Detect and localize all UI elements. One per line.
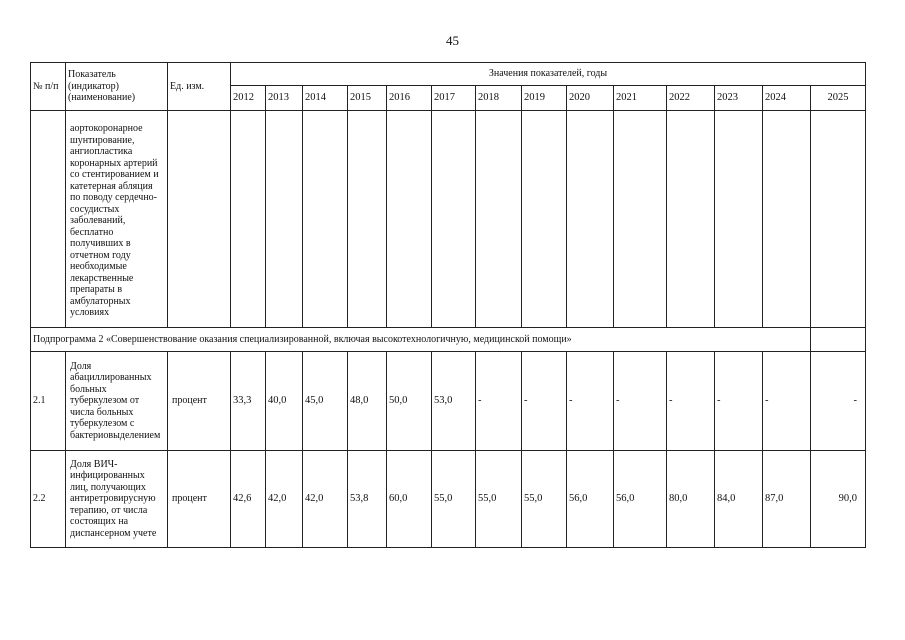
subprogram-row	[31, 328, 866, 352]
value-cell: -	[522, 352, 567, 451]
value-cell	[387, 111, 432, 328]
continuation-row	[31, 111, 866, 328]
year-cell: 2023	[715, 86, 763, 111]
row-indicator: аортокоронарное шунтирование, ангиопластика коронарных артерий со стентированием и катетерная абляция по поводу сердечно-сосудистых заболеваний, бесплатно получивших в отчетном году необходимые лекарственные препараты в амбулаторных условиях	[66, 111, 168, 328]
value-cell	[231, 111, 266, 328]
year-cell: 2024	[763, 86, 811, 111]
value-cell: 55,0	[432, 451, 476, 548]
value-cell	[567, 111, 614, 328]
row-unit: процент	[168, 352, 231, 451]
year-cell: 2018	[476, 86, 522, 111]
value-cell: 40,0	[266, 352, 303, 451]
value-cell: -	[614, 352, 667, 451]
value-cell	[476, 111, 522, 328]
table-row	[31, 352, 866, 451]
value-cell: -	[715, 352, 763, 451]
value-cell: 33,3	[231, 352, 266, 451]
year-cell: 2013	[266, 86, 303, 111]
row-indicator: Доля ВИЧ-инфицированных лиц, получающих антиретровирусную терапию, от числа состоящих на диспансерном учете	[66, 451, 168, 548]
value-cell	[522, 111, 567, 328]
value-cell: 42,0	[303, 451, 348, 548]
value-cell	[303, 111, 348, 328]
value-cell: 90,0	[811, 451, 866, 548]
header-num: № п/п	[31, 63, 66, 111]
value-cell: 45,0	[303, 352, 348, 451]
value-cell: 84,0	[715, 451, 763, 548]
value-cell	[715, 111, 763, 328]
table-row	[31, 451, 866, 548]
value-cell	[432, 111, 476, 328]
value-cell: 42,0	[266, 451, 303, 548]
value-cell: 53,0	[432, 352, 476, 451]
value-cell: 42,6	[231, 451, 266, 548]
row-unit: процент	[168, 451, 231, 548]
row-num: 2.1	[31, 352, 66, 451]
year-cell: 2014	[303, 86, 348, 111]
value-cell: 55,0	[522, 451, 567, 548]
value-cell: 60,0	[387, 451, 432, 548]
value-cell	[266, 111, 303, 328]
value-cell	[811, 111, 866, 328]
value-cell: 56,0	[614, 451, 667, 548]
year-cell: 2012	[231, 86, 266, 111]
row-unit	[168, 111, 231, 328]
row-num: 2.2	[31, 451, 66, 548]
year-cell: 2019	[522, 86, 567, 111]
value-cell	[614, 111, 667, 328]
year-cell: 2020	[567, 86, 614, 111]
value-cell: -	[763, 352, 811, 451]
value-cell: 80,0	[667, 451, 715, 548]
header-indicator: Показатель (индикатор) (наименование)	[66, 63, 168, 111]
header-row	[31, 63, 866, 86]
value-cell	[667, 111, 715, 328]
value-cell: 48,0	[348, 352, 387, 451]
year-cell: 2016	[387, 86, 432, 111]
header-values-title: Значения показателей, годы	[231, 63, 866, 86]
page-number: 45	[446, 33, 459, 48]
value-cell: -	[667, 352, 715, 451]
value-cell: 56,0	[567, 451, 614, 548]
value-cell: -	[567, 352, 614, 451]
value-cell: 53,8	[348, 451, 387, 548]
value-cell: 50,0	[387, 352, 432, 451]
value-cell	[763, 111, 811, 328]
value-cell: 87,0	[763, 451, 811, 548]
value-cell	[348, 111, 387, 328]
year-cell: 2017	[432, 86, 476, 111]
value-cell: -	[476, 352, 522, 451]
year-cell: 2025	[811, 86, 866, 111]
value-cell: -	[811, 352, 866, 451]
indicators-table	[30, 62, 866, 548]
row-indicator: Доля абациллированных больных туберкулезом от числа больных туберкулезом с бактериовыделением	[66, 352, 168, 451]
row-num	[31, 111, 66, 328]
year-cell: 2022	[667, 86, 715, 111]
subprogram-title: Подпрограмма 2 «Совершенствование оказания специализированной, включая высокотехнологичную, медицинской помощи»	[31, 328, 811, 352]
value-cell	[811, 328, 866, 352]
year-cell: 2021	[614, 86, 667, 111]
year-cell: 2015	[348, 86, 387, 111]
value-cell: 55,0	[476, 451, 522, 548]
header-unit: Ед. изм.	[168, 63, 231, 111]
